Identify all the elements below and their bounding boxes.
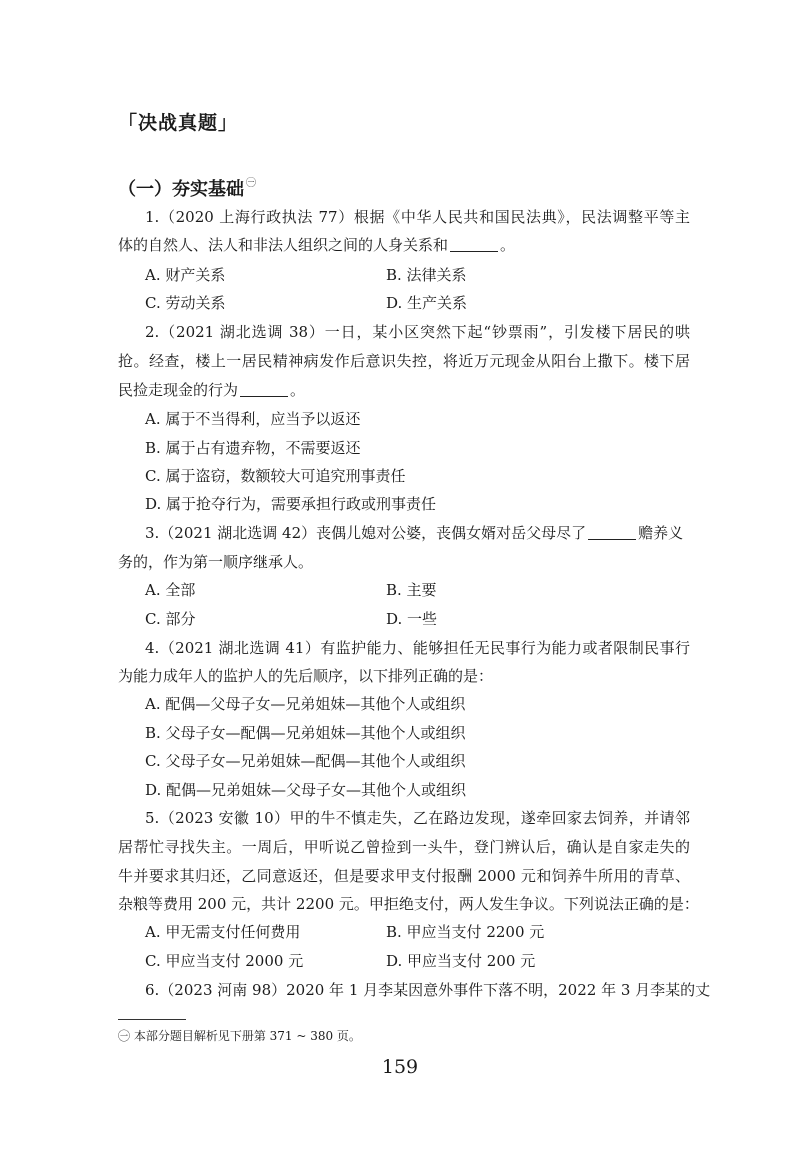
page-number: 159 [381, 1056, 419, 1078]
question-2-line-2: 抢。经查，楼上一居民精神病发作后意识失控，将近万元现金从阳台上撒下。楼下居 [118, 352, 690, 370]
question-3-text-cont: 赡养义 [638, 524, 684, 542]
section-title: 「决战真题」 [118, 112, 239, 134]
question-1-option-b: B. 法律关系 [386, 266, 467, 284]
question-1-option-d: D. 生产关系 [386, 294, 468, 312]
question-4-line-2: 为能力成年人的监护人的先后顺序，以下排列正确的是： [118, 667, 494, 685]
question-5-line-3: 牛并要求其归还，乙同意返还，但是要求甲支付报酬 2000 元和饲养牛所用的青草、 [118, 867, 690, 885]
question-2-option-d: D. 属于抢夺行为，需要承担行政或刑事责任 [145, 495, 437, 513]
question-5-line-2: 居帮忙寻找失主。一周后，甲听说乙曾捡到一头牛，登门辨认后，确认是自家走失的 [118, 838, 690, 856]
question-1-line-1: 1.（2020 上海行政执法 77）根据《中华人民共和国民法典》，民法调整平等主 [145, 208, 690, 226]
question-3-text: 3.（2021 湖北选调 42）丧偶儿媳对公婆，丧偶女婿对岳父母尽了 [145, 524, 587, 542]
question-4-option-a: A. 配偶—父母子女—兄弟姐妹—其他个人或组织 [145, 695, 466, 713]
question-3-option-d: D. 一些 [386, 610, 438, 628]
question-2-text: 民捡走现金的行为 [118, 381, 239, 399]
question-4-option-b: B. 父母子女—配偶—兄弟姐妹—其他个人或组织 [145, 724, 466, 742]
question-3-option-c: C. 部分 [145, 610, 196, 628]
answer-blank [450, 237, 498, 252]
question-5-option-d: D. 甲应当支付 200 元 [386, 952, 536, 970]
question-2-option-a: A. 属于不当得利，应当予以返还 [145, 410, 361, 428]
question-5-option-a: A. 甲无需支付任何费用 [145, 923, 301, 941]
question-5-option-b: B. 甲应当支付 2200 元 [386, 923, 545, 941]
question-3-line-2: 务的，作为第一顺序继承人。 [118, 553, 314, 571]
question-1-option-a: A. 财产关系 [145, 266, 226, 284]
footnote: ㊀ 本部分题目解析见下册第 371 ~ 380 页。 [118, 1029, 361, 1043]
question-5-option-c: C. 甲应当支付 2000 元 [145, 952, 304, 970]
question-1-option-c: C. 劳动关系 [145, 294, 226, 312]
question-3-option-a: A. 全部 [145, 581, 196, 599]
question-3-option-b: B. 主要 [386, 581, 437, 599]
question-1-line-2 [118, 235, 515, 255]
answer-blank [588, 525, 636, 540]
question-4-option-d: D. 配偶—兄弟姐妹—父母子女—其他个人或组织 [145, 781, 467, 799]
question-3-line-1 [145, 523, 690, 543]
question-4-option-c: C. 父母子女—兄弟姐妹—配偶—其他个人或组织 [145, 752, 466, 770]
question-2-option-b: B. 属于占有遗弃物，不需要返还 [145, 439, 361, 457]
subsection-title [118, 175, 256, 201]
question-2-option-c: C. 属于盗窃，数额较大可追究刑事责任 [145, 467, 406, 485]
question-6-line-1: 6.（2023 河南 98）2020 年 1 月李某因意外事件下落不明，2022 年 3 月李某的丈 [145, 981, 711, 999]
question-4-line-1: 4.（2021 湖北选调 41）有监护能力、能够担任无民事行为能力或者限制民事行 [145, 639, 690, 657]
question-2-line-3 [118, 380, 305, 400]
answer-blank [240, 382, 288, 397]
subsection-title-text: （一）夯实基础 [118, 179, 244, 200]
question-5-line-1: 5.（2023 安徽 10）甲的牛不慎走失，乙在路边发现，遂牵回家去饲养，并请邻 [145, 809, 690, 827]
footnote-marker-icon: ㊀ [246, 178, 256, 189]
question-1-text: 体的自然人、法人和非法人组织之间的人身关系和 [118, 236, 449, 254]
question-2-line-1: 2.（2021 湖北选调 38）一日，某小区突然下起“钞票雨”，引发楼下居民的哄 [145, 323, 690, 341]
footnote-divider [118, 1019, 186, 1020]
question-2-end: 。 [290, 381, 306, 399]
question-1-end: 。 [500, 236, 516, 254]
question-5-line-4: 杂粮等费用 200 元，共计 2200 元。甲拒绝支付，两人发生争议。下列说法正确的是： [118, 895, 699, 913]
